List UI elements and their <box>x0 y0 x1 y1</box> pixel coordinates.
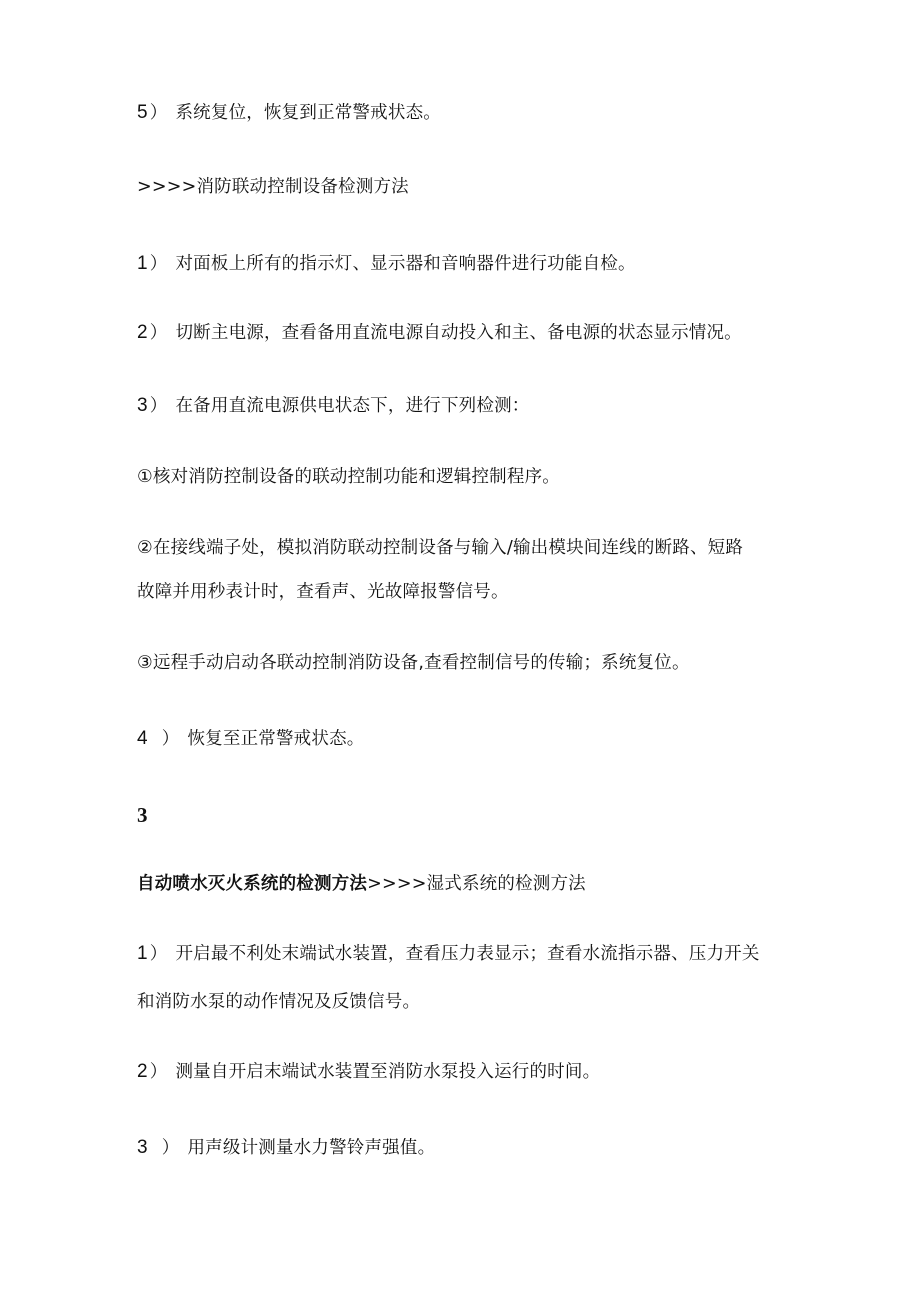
step-3-alarm-bell <box>137 1136 797 1160</box>
step-3-backup <box>137 394 797 418</box>
sub-item-1 <box>137 465 797 489</box>
step-number: 1 <box>137 253 148 274</box>
step-4-restore <box>137 727 797 751</box>
sub-item-text: ②在接线端子处，模拟消防联动控制设备与输入/输出模块间连线的断路、短路 <box>137 538 744 558</box>
step-text: 测量自开启末端试水装置至消防水泵投入运行的时间。 <box>175 1062 601 1082</box>
step-number: 2 <box>137 322 148 343</box>
step-number: 2 <box>137 1061 148 1082</box>
section-title-sprinkler <box>137 872 797 896</box>
step-paren: ） <box>161 729 180 749</box>
step-number: 3 <box>137 1137 148 1158</box>
step-paren: ） <box>149 1062 168 1082</box>
section-subtitle-linkage <box>137 175 797 199</box>
step-2-power <box>137 321 797 345</box>
step-text: 对面板上所有的指示灯、显示器和音响器件进行功能自检。 <box>175 254 636 274</box>
step-number: 4 <box>137 728 148 749</box>
step-paren: ） <box>149 323 168 343</box>
step-1-test-valve-line-1 <box>137 942 797 966</box>
step-text: 开启最不利处末端试水装置，查看压力表显示；查看水流指示器、压力开关 <box>175 944 760 964</box>
step-text: 切断主电源，查看备用直流电源自动投入和主、备电源的状态显示情况。 <box>175 323 742 343</box>
step-text: 系统复位，恢复到正常警戒状态。 <box>175 103 441 123</box>
sub-item-text: 故障并用秒表计时，查看声、光故障报警信号。 <box>137 582 509 602</box>
section-title-rest: >>>>湿式系统的检测方法 <box>367 874 586 894</box>
step-number: 3 <box>137 395 148 416</box>
subtitle-text: >>>>消防联动控制设备检测方法 <box>137 177 409 197</box>
step-paren: ） <box>149 944 168 964</box>
sub-item-2-line-2 <box>137 580 797 604</box>
step-2-timing <box>137 1060 797 1084</box>
step-paren: ） <box>149 396 168 416</box>
step-text: 用声级计测量水力警铃声强值。 <box>187 1138 436 1158</box>
step-paren: ） <box>149 103 168 123</box>
section-number: 3 <box>137 803 148 827</box>
step-paren: ） <box>161 1138 180 1158</box>
step-number: 5 <box>137 102 148 123</box>
sub-item-text: ③远程手动启动各联动控制消防设备,查看控制信号的传输；系统复位。 <box>137 653 690 673</box>
sub-item-text: ①核对消防控制设备的联动控制功能和逻辑控制程序。 <box>137 467 560 487</box>
step-text: 和消防水泵的动作情况及反馈信号。 <box>137 992 421 1012</box>
step-number: 1 <box>137 943 148 964</box>
sub-item-3 <box>137 651 797 675</box>
section-title-bold: 自动喷水灭火系统的检测方法 <box>137 874 368 894</box>
step-text: 在备用直流电源供电状态下，进行下列检测： <box>175 396 530 416</box>
sub-item-2-line-1 <box>137 536 797 560</box>
step-1-selfcheck <box>137 252 797 276</box>
step-5-restore <box>137 101 797 125</box>
step-1-test-valve-line-2 <box>137 990 797 1014</box>
step-text: 恢复至正常警戒状态。 <box>187 729 365 749</box>
step-paren: ） <box>149 254 168 274</box>
